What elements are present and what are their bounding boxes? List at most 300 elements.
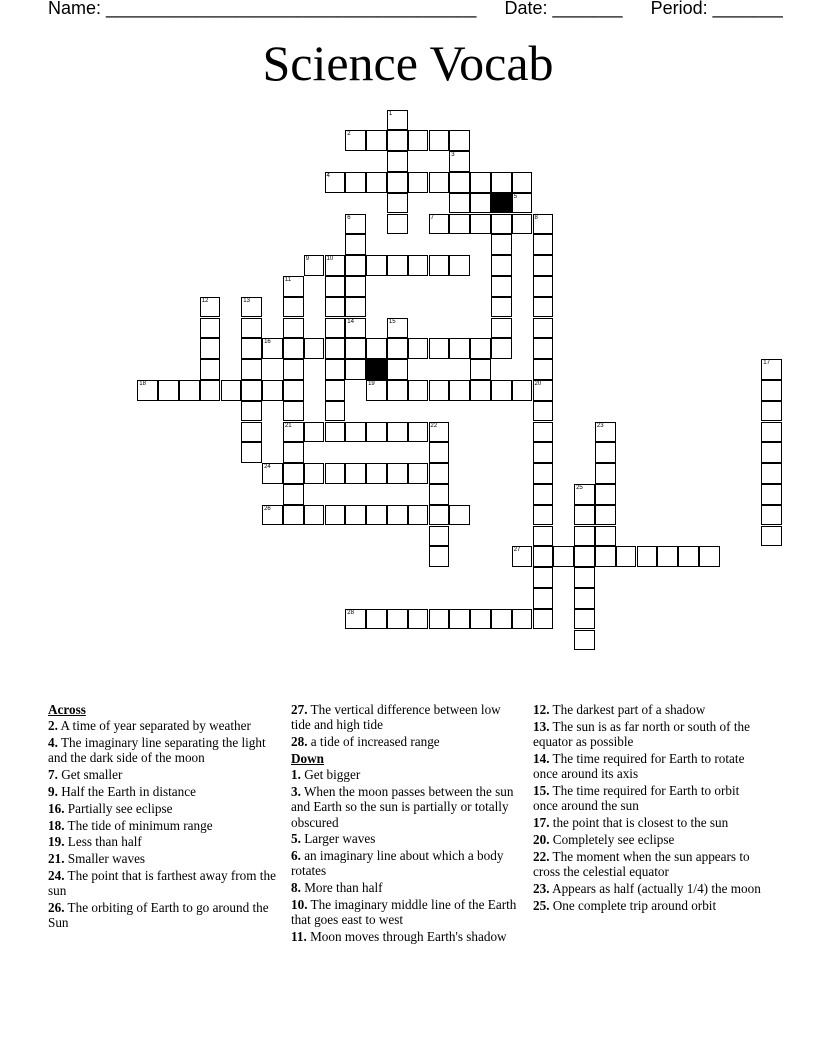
- crossword-cell[interactable]: [387, 505, 408, 526]
- crossword-cell[interactable]: [241, 318, 262, 339]
- crossword-cell[interactable]: [283, 297, 304, 318]
- crossword-cell[interactable]: [241, 297, 262, 318]
- clue-item: [291, 929, 523, 944]
- name-field-label[interactable]: Name: _____________________________________: [48, 0, 477, 18]
- clue-text: The imaginary middle line of the Earth that goes east to west: [291, 897, 517, 928]
- crossword-cell[interactable]: [429, 505, 450, 526]
- crossword-cell[interactable]: [533, 546, 554, 567]
- crossword-cell[interactable]: [283, 422, 304, 443]
- crossword-cell[interactable]: [387, 110, 408, 131]
- crossword-cell[interactable]: [470, 193, 491, 214]
- crossword-cell[interactable]: [761, 359, 782, 380]
- crossword-cell[interactable]: [533, 505, 554, 526]
- crossword-cell[interactable]: [574, 567, 595, 588]
- clue-section-heading: Across: [48, 702, 86, 717]
- crossword-cell[interactable]: [304, 422, 325, 443]
- crossword-cell[interactable]: [637, 546, 658, 567]
- crossword-cell[interactable]: [262, 338, 283, 359]
- crossword-cell[interactable]: [158, 380, 179, 401]
- crossword-cell[interactable]: [761, 401, 782, 422]
- crossword-cell[interactable]: [345, 505, 366, 526]
- crossword-cell[interactable]: [553, 546, 574, 567]
- clue-number: 16.: [48, 800, 65, 816]
- crossword-cell[interactable]: [283, 359, 304, 380]
- clue-number: 7.: [48, 767, 58, 783]
- clue-number: 23.: [533, 880, 550, 896]
- crossword-cell[interactable]: [761, 422, 782, 443]
- clue-number-label: 23: [596, 422, 604, 429]
- crossword-cell[interactable]: [429, 380, 450, 401]
- clue-item: [291, 734, 523, 749]
- crossword-cell[interactable]: [595, 463, 616, 484]
- crossword-cell[interactable]: [366, 380, 387, 401]
- crossword-cell[interactable]: [283, 380, 304, 401]
- crossword-cell[interactable]: [325, 505, 346, 526]
- clue-number-label: 16: [264, 339, 271, 346]
- crossword-cell[interactable]: [512, 193, 533, 214]
- clue-number: 25.: [533, 897, 550, 913]
- crossword-cell[interactable]: [533, 401, 554, 422]
- crossword-cell[interactable]: [595, 526, 616, 547]
- clue-number-label: 17: [763, 360, 770, 367]
- clue-item: [533, 832, 765, 847]
- crossword-cell[interactable]: [616, 546, 637, 567]
- crossword-cell[interactable]: [512, 609, 533, 630]
- clue-number: 15.: [533, 782, 550, 798]
- crossword-cell[interactable]: [283, 484, 304, 505]
- crossword-cell[interactable]: [449, 609, 470, 630]
- crossword-cell[interactable]: [408, 463, 429, 484]
- clue-number-label: 13: [243, 297, 250, 304]
- crossword-cell[interactable]: [408, 380, 429, 401]
- clues-column-1: [48, 702, 284, 932]
- crossword-cell[interactable]: [429, 484, 450, 505]
- clue-item: [48, 735, 284, 766]
- clue-text: Appears as half (actually 1/4) the moon: [552, 880, 761, 896]
- crossword-cell[interactable]: [325, 172, 346, 193]
- clue-number-label: 28: [347, 609, 354, 616]
- crossword-cell[interactable]: [429, 338, 450, 359]
- crossword-cell[interactable]: [283, 401, 304, 422]
- crossword-cell[interactable]: [491, 276, 512, 297]
- crossword-cell[interactable]: [325, 338, 346, 359]
- crossword-cell[interactable]: [533, 255, 554, 276]
- clue-number: 27.: [291, 702, 308, 717]
- clue-item: [48, 851, 284, 866]
- crossword-cell[interactable]: [200, 297, 221, 318]
- crossword-cell[interactable]: [345, 130, 366, 151]
- crossword-cell[interactable]: [512, 380, 533, 401]
- crossword-cell[interactable]: [345, 609, 366, 630]
- crossword-cell[interactable]: [533, 588, 554, 609]
- crossword-cell[interactable]: [387, 463, 408, 484]
- crossword-cell[interactable]: [533, 297, 554, 318]
- crossword-cell[interactable]: [429, 526, 450, 547]
- crossword-cell[interactable]: [678, 546, 699, 567]
- clue-number: 2.: [48, 718, 58, 734]
- clue-number-label: 12: [201, 297, 209, 304]
- crossword-cell[interactable]: [387, 422, 408, 443]
- clue-number: 20.: [533, 831, 550, 847]
- clue-item: [533, 881, 765, 896]
- crossword-cell[interactable]: [533, 609, 554, 630]
- crossword-cell[interactable]: [533, 318, 554, 339]
- clue-number: 4.: [48, 735, 58, 751]
- crossword-cell[interactable]: [761, 463, 782, 484]
- crossword-cell[interactable]: [512, 546, 533, 567]
- clue-item: [533, 783, 765, 814]
- period-field-label[interactable]: Period: _______: [650, 0, 783, 18]
- crossword-cell[interactable]: [533, 422, 554, 443]
- crossword-cell[interactable]: [574, 484, 595, 505]
- crossword-cell[interactable]: [345, 234, 366, 255]
- clue-text: Completely see eclipse: [552, 831, 675, 847]
- crossword-cell[interactable]: [408, 609, 429, 630]
- clue-item: [533, 898, 765, 913]
- clue-number-label: 1: [388, 110, 393, 117]
- clue-item: [533, 702, 765, 717]
- clue-text: the point that is closest to the sun: [552, 815, 729, 831]
- crossword-cell[interactable]: [491, 297, 512, 318]
- crossword-cell[interactable]: [221, 380, 242, 401]
- crossword-cell[interactable]: [449, 151, 470, 172]
- clue-item: [291, 848, 523, 879]
- crossword-cell[interactable]: [325, 297, 346, 318]
- crossword-cell[interactable]: [345, 422, 366, 443]
- crossword-cell[interactable]: [595, 484, 616, 505]
- crossword-cell[interactable]: [387, 255, 408, 276]
- clue-item: [48, 900, 284, 931]
- clue-number: 26.: [48, 900, 65, 916]
- clue-text: More than half: [304, 880, 383, 896]
- crossword-cell[interactable]: [345, 359, 366, 380]
- crossword-cell[interactable]: [387, 338, 408, 359]
- crossword-cell[interactable]: [491, 318, 512, 339]
- crossword-cell[interactable]: [574, 505, 595, 526]
- clue-number: 11.: [291, 929, 307, 945]
- crossword-cell[interactable]: [304, 338, 325, 359]
- clue-text: The time required for Earth to rotate once around its axis: [533, 750, 745, 782]
- crossword-cell[interactable]: [325, 463, 346, 484]
- crossword-cell[interactable]: [200, 338, 221, 359]
- crossword-cell[interactable]: [449, 505, 470, 526]
- crossword-cell[interactable]: [449, 130, 470, 151]
- clue-number-label: 6: [347, 214, 351, 221]
- crossword-cell[interactable]: [366, 130, 387, 151]
- crossword-cell[interactable]: [429, 130, 450, 151]
- crossword-cell[interactable]: [449, 214, 470, 235]
- crossword-cell[interactable]: [761, 442, 782, 463]
- crossword-cell[interactable]: [325, 401, 346, 422]
- crossword-cell[interactable]: [491, 338, 512, 359]
- clue-number-label: 11: [284, 276, 292, 283]
- clue-number-label: 3: [451, 152, 455, 159]
- clue-number: 22.: [533, 848, 550, 864]
- clue-text: Get bigger: [304, 767, 361, 783]
- crossword-cell[interactable]: [574, 588, 595, 609]
- crossword-cell[interactable]: [491, 234, 512, 255]
- clue-number: 13.: [533, 718, 550, 734]
- crossword-cell[interactable]: [283, 338, 304, 359]
- clue-number: 24.: [48, 867, 65, 883]
- clue-item: [48, 868, 284, 899]
- crossword-cell[interactable]: [325, 318, 346, 339]
- clue-number: 1.: [291, 767, 301, 783]
- crossword-cell[interactable]: [491, 172, 512, 193]
- clue-number-label: 27: [513, 547, 521, 554]
- crossword-cell[interactable]: [179, 380, 200, 401]
- crossword-cell[interactable]: [366, 422, 387, 443]
- crossword-cell[interactable]: [387, 609, 408, 630]
- crossword-cell[interactable]: [304, 505, 325, 526]
- crossword-cell[interactable]: [262, 380, 283, 401]
- clue-text: an imaginary line about which a body rotates: [291, 848, 504, 879]
- clue-item: [291, 831, 523, 846]
- crossword-cell[interactable]: [345, 463, 366, 484]
- clue-number: 6.: [291, 848, 301, 864]
- crossword-cell[interactable]: [387, 359, 408, 380]
- clue-text: The orbiting of Earth to go around the Sun: [48, 900, 269, 931]
- crossword-cell[interactable]: [408, 338, 429, 359]
- crossword-cell[interactable]: [387, 214, 408, 235]
- crossword-cell[interactable]: [408, 172, 429, 193]
- clue-number: 17.: [533, 815, 550, 831]
- crossword-cell[interactable]: [283, 318, 304, 339]
- clue-item: [48, 718, 284, 733]
- crossword-cell[interactable]: [345, 318, 366, 339]
- crossword-cell[interactable]: [429, 422, 450, 443]
- clue-number: 19.: [48, 834, 65, 850]
- crossword-cell[interactable]: [470, 380, 491, 401]
- crossword-cell[interactable]: [512, 214, 533, 235]
- clue-text: The darkest part of a shadow: [552, 702, 706, 717]
- crossword-cell[interactable]: [325, 380, 346, 401]
- clue-text: A time of year separated by weather: [60, 718, 251, 734]
- crossword-cell[interactable]: [200, 318, 221, 339]
- clue-text: When the moon passes between the sun and Earth so the sun is partially or totally obscured: [291, 783, 514, 830]
- crossword-cell[interactable]: [595, 442, 616, 463]
- crossword-cell[interactable]: [574, 526, 595, 547]
- crossword-cell[interactable]: [366, 463, 387, 484]
- crossword-cell[interactable]: [345, 297, 366, 318]
- clue-item: [291, 702, 523, 733]
- clue-number-label: 25: [576, 484, 583, 491]
- crossword-cell[interactable]: [574, 609, 595, 630]
- crossword-cell[interactable]: [325, 255, 346, 276]
- crossword-cell[interactable]: [366, 172, 387, 193]
- clue-item: [533, 815, 765, 830]
- crossword-cell[interactable]: [241, 338, 262, 359]
- clue-text: Larger waves: [304, 831, 376, 847]
- crossword-cell[interactable]: [449, 172, 470, 193]
- crossword-cell[interactable]: [533, 442, 554, 463]
- crossword-cell[interactable]: [429, 214, 450, 235]
- clue-text: Partially see eclipse: [67, 800, 173, 816]
- crossword-cell[interactable]: [345, 255, 366, 276]
- clue-number: 18.: [48, 817, 65, 833]
- crossword-cell[interactable]: [470, 214, 491, 235]
- crossword-cell[interactable]: [470, 359, 491, 380]
- clue-text: The moment when the sun appears to cross the celestial equator: [533, 848, 750, 879]
- crossword-cell[interactable]: [449, 338, 470, 359]
- crossword-cell[interactable]: [241, 442, 262, 463]
- crossword-cell[interactable]: [491, 609, 512, 630]
- crossword-cell[interactable]: [470, 609, 491, 630]
- crossword-cell[interactable]: [345, 338, 366, 359]
- clue-text: The vertical difference between low tide and high tide: [291, 702, 501, 733]
- crossword-cell[interactable]: [533, 567, 554, 588]
- crossword-cell[interactable]: [533, 484, 554, 505]
- crossword-cell[interactable]: [262, 463, 283, 484]
- crossword-cell[interactable]: [200, 359, 221, 380]
- clues-column-3: [533, 702, 765, 914]
- crossword-cell[interactable]: [387, 380, 408, 401]
- crossword-cell[interactable]: [429, 172, 450, 193]
- clues-column-2: [291, 702, 523, 946]
- crossword-cell[interactable]: [366, 338, 387, 359]
- clue-number-label: 22: [430, 422, 438, 429]
- crossword-cell[interactable]: [533, 463, 554, 484]
- crossword-cell[interactable]: [304, 463, 325, 484]
- crossword-cell[interactable]: [429, 546, 450, 567]
- crossword-cell[interactable]: [262, 505, 283, 526]
- crossword-cell[interactable]: [408, 255, 429, 276]
- clue-number: 5.: [291, 831, 301, 847]
- crossword-cell[interactable]: [491, 255, 512, 276]
- crossword-cell[interactable]: [657, 546, 678, 567]
- crossword-black-cell: [491, 193, 512, 214]
- crossword-cell[interactable]: [325, 276, 346, 297]
- crossword-cell[interactable]: [761, 380, 782, 401]
- clue-item: [533, 751, 765, 782]
- clue-number-label: 19: [368, 380, 375, 387]
- clue-number: 9.: [48, 783, 58, 799]
- clue-number-label: 15: [388, 318, 396, 325]
- clue-text: The sun is as far north or south of the equator as possible: [533, 718, 750, 750]
- clue-number-label: 10: [326, 256, 334, 263]
- clue-item: [291, 767, 523, 782]
- clue-item: [533, 849, 765, 880]
- clue-text: Smaller waves: [67, 851, 146, 867]
- crossword-cell[interactable]: [241, 359, 262, 380]
- crossword-cell[interactable]: [283, 276, 304, 297]
- crossword-cell[interactable]: [533, 359, 554, 380]
- clue-item: [291, 784, 523, 830]
- crossword-cell[interactable]: [345, 172, 366, 193]
- crossword-cell[interactable]: [491, 214, 512, 235]
- crossword-cell[interactable]: [283, 442, 304, 463]
- crossword-cell[interactable]: [533, 214, 554, 235]
- crossword-cell[interactable]: [470, 172, 491, 193]
- crossword-cell[interactable]: [595, 505, 616, 526]
- crossword-cell[interactable]: [387, 130, 408, 151]
- crossword-cell[interactable]: [429, 609, 450, 630]
- clue-number-label: 4: [326, 172, 330, 179]
- crossword-cell[interactable]: [470, 338, 491, 359]
- crossword-cell[interactable]: [137, 380, 158, 401]
- clue-number-label: 21: [284, 422, 292, 429]
- crossword-cell[interactable]: [429, 463, 450, 484]
- crossword-cell[interactable]: [366, 255, 387, 276]
- crossword-cell[interactable]: [533, 276, 554, 297]
- clue-item: [533, 719, 765, 750]
- clue-item: [48, 801, 284, 816]
- clue-number: 12.: [533, 702, 550, 717]
- crossword-cell[interactable]: [325, 422, 346, 443]
- crossword-cell[interactable]: [408, 505, 429, 526]
- clue-text: Less than half: [67, 834, 142, 850]
- crossword-cell[interactable]: [345, 214, 366, 235]
- clue-number: 10.: [291, 897, 308, 913]
- clue-number: 14.: [533, 750, 550, 766]
- crossword-cell[interactable]: [304, 255, 325, 276]
- clue-item: [291, 880, 523, 895]
- crossword-cell[interactable]: [449, 255, 470, 276]
- crossword-cell[interactable]: [761, 484, 782, 505]
- clue-text: The imaginary line separating the light and the dark side of the moon: [48, 735, 266, 766]
- crossword-cell[interactable]: [283, 463, 304, 484]
- crossword-cell[interactable]: [241, 401, 262, 422]
- crossword-cell[interactable]: [595, 422, 616, 443]
- crossword-cell[interactable]: [241, 422, 262, 443]
- clue-number-label: 9: [305, 256, 310, 263]
- crossword-cell[interactable]: [366, 609, 387, 630]
- clue-item: [48, 784, 284, 799]
- crossword-cell[interactable]: [200, 380, 221, 401]
- clue-number: 3.: [291, 783, 301, 799]
- date-field-label[interactable]: Date: _______: [504, 0, 623, 18]
- crossword-cell[interactable]: [408, 130, 429, 151]
- crossword-black-cell: [366, 359, 387, 380]
- crossword-cell[interactable]: [761, 526, 782, 547]
- crossword-cell[interactable]: [387, 172, 408, 193]
- crossword-cell[interactable]: [408, 422, 429, 443]
- crossword-cell[interactable]: [574, 546, 595, 567]
- crossword-cell[interactable]: [449, 380, 470, 401]
- crossword-cell[interactable]: [533, 526, 554, 547]
- crossword-cell[interactable]: [512, 172, 533, 193]
- clue-text: The point that is farthest away from the sun: [48, 867, 276, 899]
- crossword-cell[interactable]: [533, 380, 554, 401]
- crossword-cell[interactable]: [366, 505, 387, 526]
- clue-number-label: 8: [534, 214, 538, 221]
- crossword-cell[interactable]: [387, 151, 408, 172]
- clue-item: [48, 767, 284, 782]
- crossword-cell[interactable]: [699, 546, 720, 567]
- clue-text: a tide of increased range: [310, 734, 440, 750]
- crossword-cell[interactable]: [574, 630, 595, 651]
- crossword-cell[interactable]: [429, 442, 450, 463]
- crossword-cell[interactable]: [533, 234, 554, 255]
- clue-item: [48, 834, 284, 849]
- clue-item: [48, 818, 284, 833]
- crossword-cell[interactable]: [241, 380, 262, 401]
- clue-number-label: 26: [264, 505, 271, 512]
- crossword-cell[interactable]: [761, 505, 782, 526]
- crossword-cell[interactable]: [429, 255, 450, 276]
- crossword-cell[interactable]: [325, 359, 346, 380]
- crossword-cell[interactable]: [345, 276, 366, 297]
- crossword-cell[interactable]: [387, 318, 408, 339]
- crossword-cell[interactable]: [449, 193, 470, 214]
- crossword-cell[interactable]: [283, 505, 304, 526]
- crossword-cell[interactable]: [595, 546, 616, 567]
- clue-number-label: 18: [139, 380, 146, 387]
- crossword-cell[interactable]: [533, 338, 554, 359]
- crossword-cell[interactable]: [387, 193, 408, 214]
- clue-text: Moon moves through Earth's shadow: [310, 929, 507, 945]
- crossword-cell[interactable]: [491, 380, 512, 401]
